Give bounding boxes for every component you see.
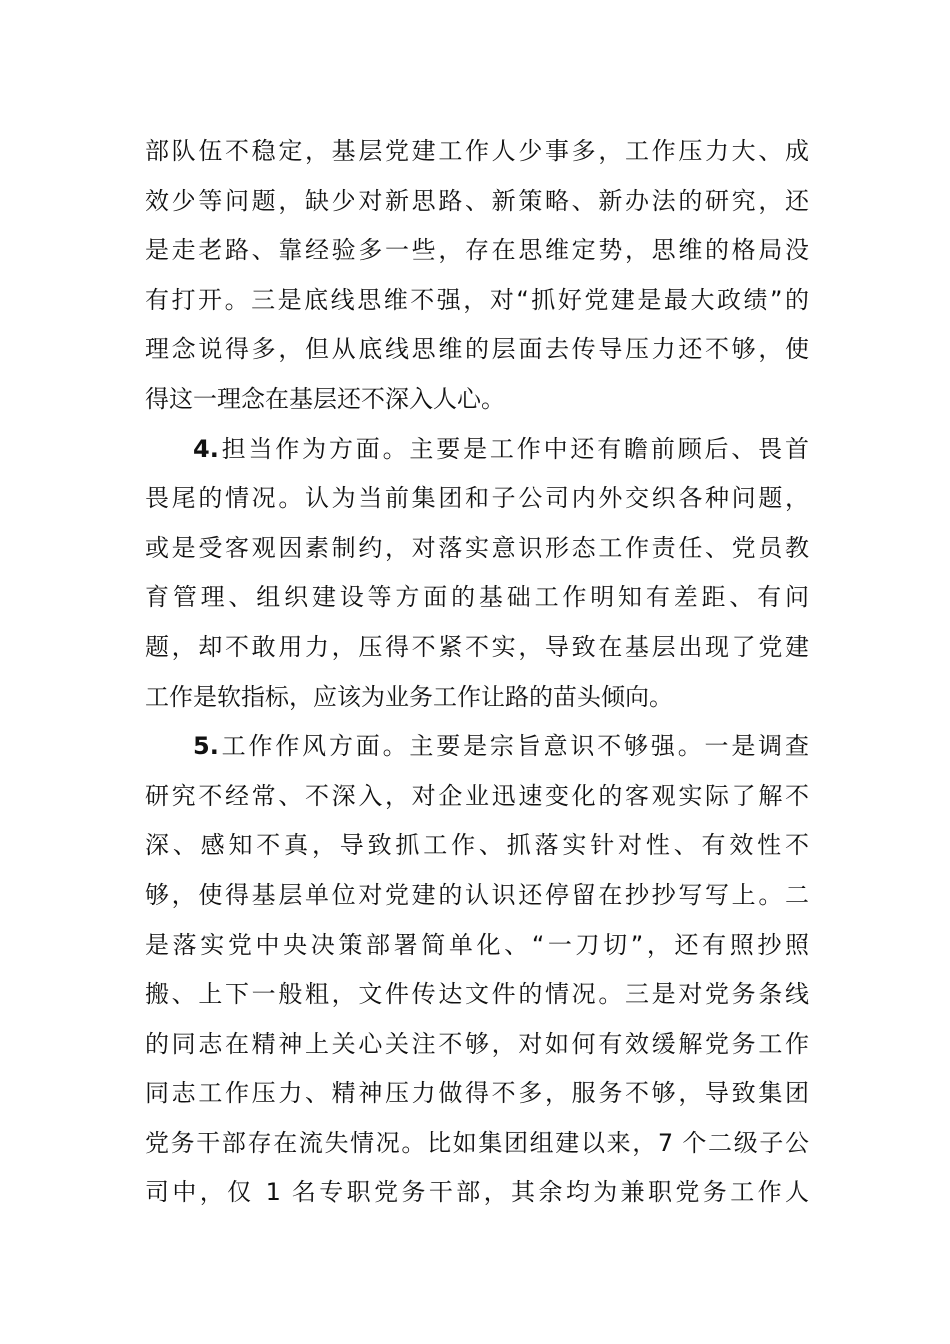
- text-line: 党务干部存在流失情况。比如集团组建以来，7 个二级子公: [145, 1128, 809, 1157]
- text-line: 效少等问题，缺少对新思路、新策略、新办法的研究，还: [145, 186, 809, 215]
- text-line: 是走老路、靠经验多一些，存在思维定势，思维的格局没: [145, 236, 809, 265]
- document-body: [145, 127, 809, 1218]
- text-line: 深、感知不真，导致抓工作、抓落实针对性、有效性不: [145, 831, 809, 860]
- text-line: 题，却不敢用力，压得不紧不实，导致在基层出现了党建: [145, 632, 809, 661]
- text-line: 部队伍不稳定，基层党建工作人少事多，工作压力大、成: [145, 137, 809, 165]
- text-line: 同志工作压力、精神压力做得不多，服务不够，导致集团: [145, 1079, 809, 1108]
- text-line: 是落实党中央决策部署简单化、“一刀切”，还有照抄照: [145, 930, 809, 959]
- text-line: 有打开。三是底线思维不强，对“抓好党建是最大政绩”的: [145, 285, 809, 314]
- section-5-first-line: [145, 722, 809, 772]
- text-line: 育管理、组织建设等方面的基础工作明知有差距、有问: [145, 583, 809, 612]
- text-line: 够，使得基层单位对党建的认识还停留在抄抄写写上。二: [145, 880, 809, 909]
- text-line: 搬、上下一般粗，文件传达文件的情况。三是对党务条线: [145, 980, 809, 1009]
- text-line: 畏尾的情况。认为当前集团和子公司内外交织各种问题，: [145, 484, 809, 513]
- text-line: 或是受客观因素制约，对落实意识形态工作责任、党员教: [145, 533, 809, 562]
- text-line: 工作是软指标，应该为业务工作让路的苗头倾向。: [145, 682, 673, 711]
- text-line: 研究不经常、不深入，对企业迅速变化的客观实际了解不: [145, 781, 809, 810]
- section-number: 4.: [193, 434, 219, 463]
- section-number: 5.: [193, 732, 219, 761]
- text-line: 的同志在精神上关心关注不够，对如何有效缓解党务工作: [145, 1029, 809, 1058]
- text-line: 得这一理念在基层还不深入人心。: [145, 384, 505, 413]
- text-line: 司中，仅 1 名专职党务干部，其余均为兼职党务工作人: [145, 1178, 809, 1207]
- section-4-heading-text: 担当作为方面。主要是工作中还有瞻前顾后、畏首: [218, 434, 809, 463]
- text-line: 理念说得多，但从底线思维的层面去传导压力还不够，使: [145, 335, 809, 364]
- section-4-first-line: [145, 425, 809, 475]
- section-5-heading-text: 工作作风方面。主要是宗旨意识不够强。一是调查: [218, 732, 809, 761]
